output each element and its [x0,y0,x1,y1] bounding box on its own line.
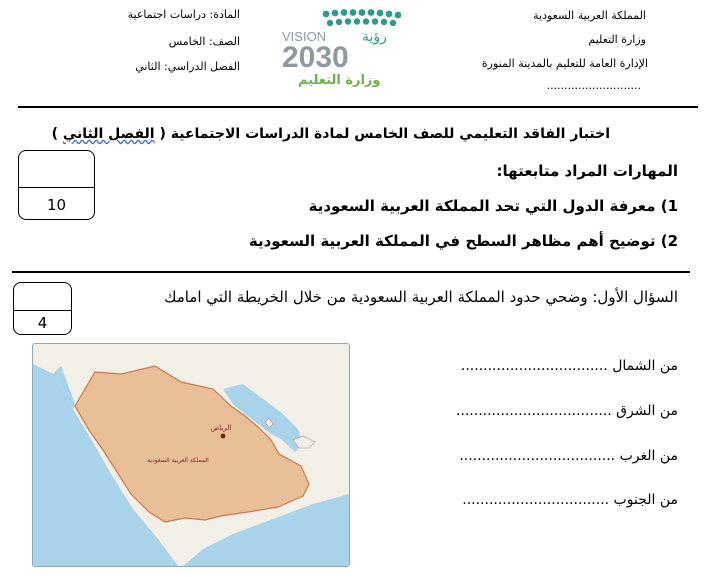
answer-east[interactable]: من الشرق ................................... [455,403,678,419]
answer-west[interactable]: من الغرب ................................... [459,448,678,464]
capital-label: الرياض [210,424,232,432]
section-divider [12,271,690,273]
header-subject: المادة: دراسات اجتماعية [127,8,240,21]
header-country: المملكة العربية السعودية [533,9,646,22]
logo-year-text: 2030 [282,41,349,74]
logo-ministry-text: وزارة التعليم [298,73,381,88]
total-score-box [18,150,95,220]
riyadh-marker [221,434,226,439]
map-graphic [33,344,349,566]
total-score-divider [19,187,94,188]
question-score-divider [14,310,71,311]
exam-title-close: ) [51,126,58,142]
skill-item-1: 1) معرفة الدول التي تحد المملكة العربية السعودية [308,197,678,215]
exam-title-term: الفصل الثاني [62,126,155,142]
header-divider [18,106,698,108]
question-1-text [164,288,678,306]
header-term: الفصل الدراسي: الثاني [135,60,240,73]
logo-ruya-text: رؤية [362,29,387,45]
answer-south[interactable]: من الجنوب ................................. [462,492,678,508]
logo-vision-text: VISION [282,29,327,44]
question-score-value: 4 [37,314,48,332]
question-1-label: السؤال الأول: وضحي حدود المملكة العربية السعودية من خلال الخريطة التي امامك [164,288,678,306]
question-score-box [13,282,72,335]
header-directorate: الإدارة العامة للتعليم بالمدينة المنورة [481,57,648,70]
answer-north[interactable]: من الشمال ................................. [460,358,678,374]
country-label: المملكة العربية السعودية [147,457,209,464]
header-grade: الصف: الخامس [168,35,240,48]
saudi-arabia-map [32,343,350,567]
vision-2030-logo [268,4,438,88]
skills-heading: المهارات المراد متابعتها: [496,162,678,180]
header-ministry: وزارة التعليم [588,33,646,46]
logo-dots [323,9,402,26]
skill-item-2: 2) توضيح أهم مظاهر السطح في المملكة العربية السعودية [248,232,678,250]
exam-title [52,126,610,142]
total-score-value: 10 [46,196,67,214]
exam-title-main: اختبار الفاقد التعليمي للصف الخامس لمادة الدراسات الاجتماعية ( [159,126,610,142]
header-school-blank: ........................... [546,79,641,92]
vision-2030-logo-graphic [268,4,438,88]
